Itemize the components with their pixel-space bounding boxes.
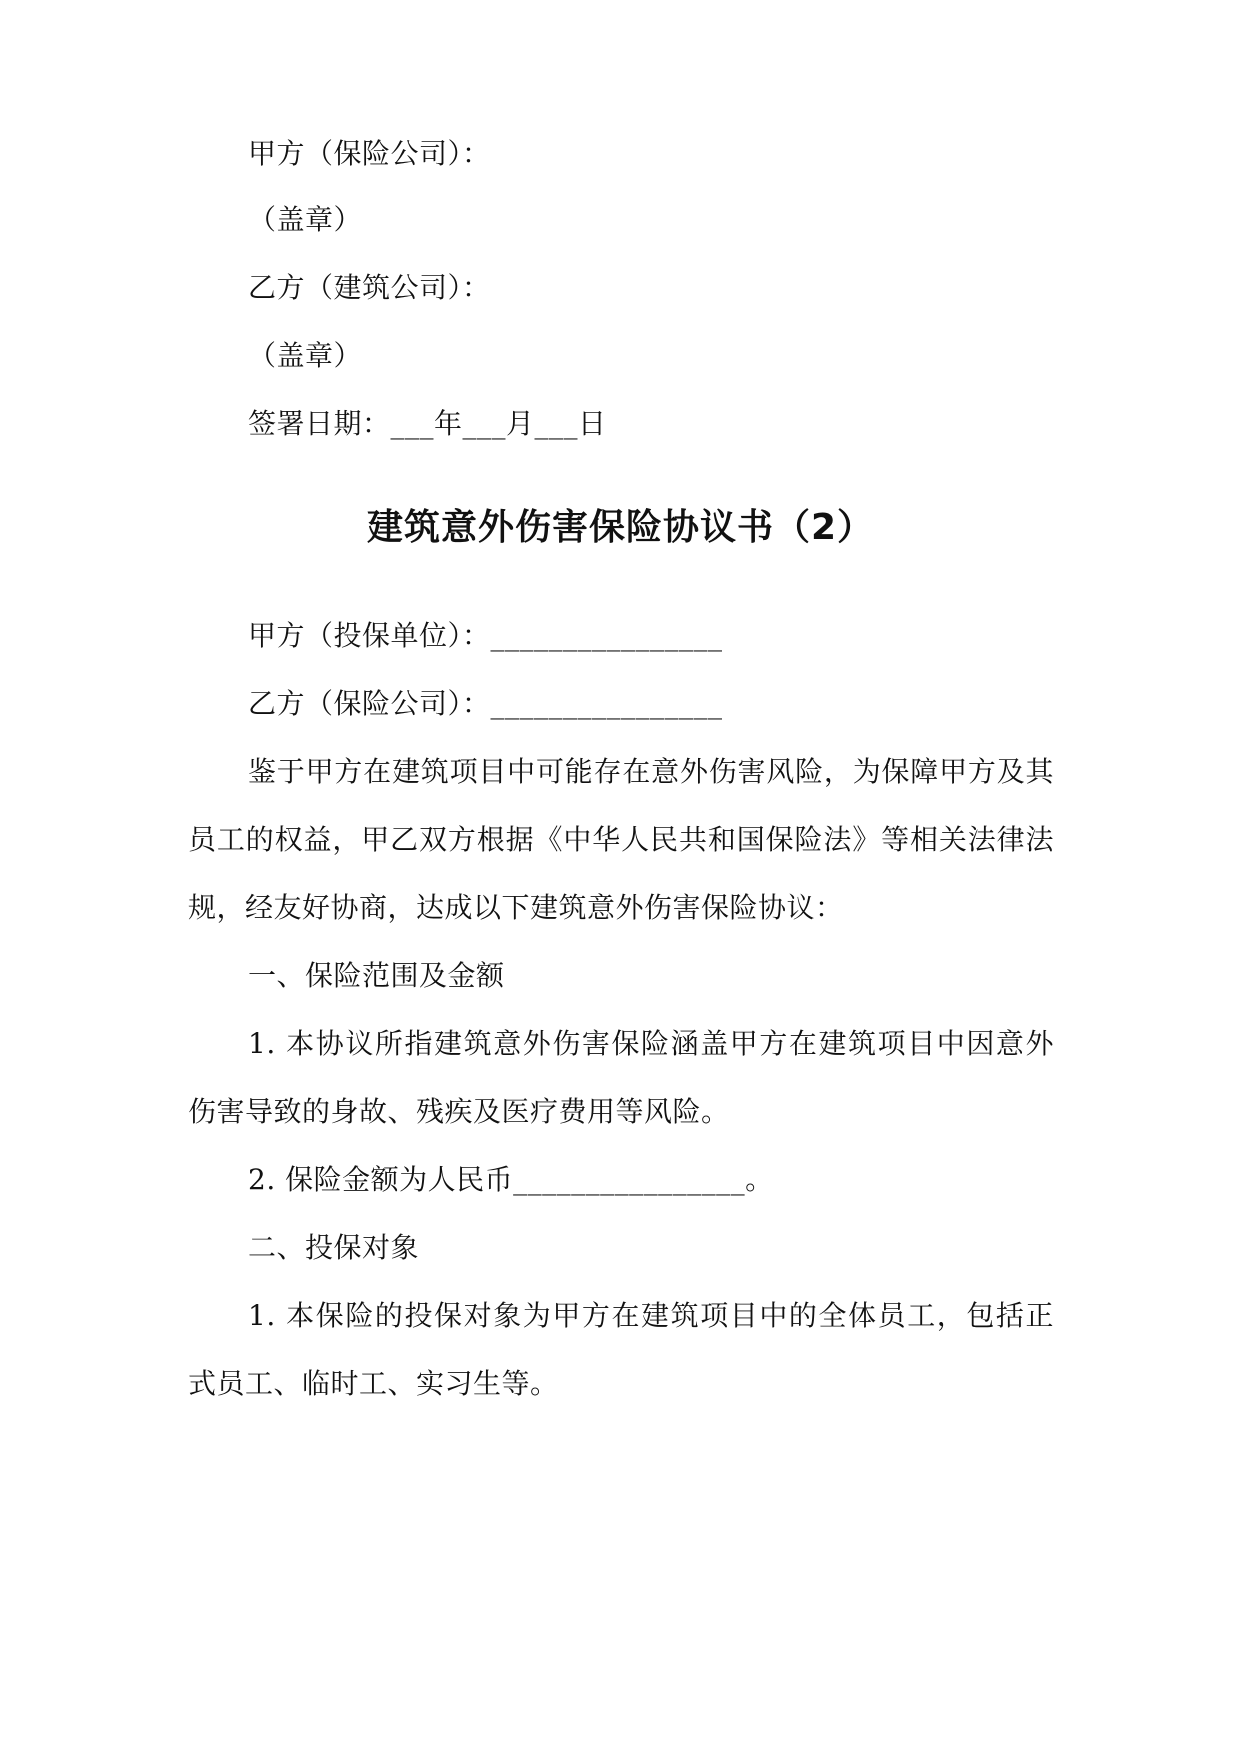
clause-line: 伤害导致的身故、残疾及医疗费用等风险。 [188, 1095, 730, 1128]
section-heading: 二、投保对象 [248, 1231, 420, 1264]
clause-line: 式员工、临时工、实习生等。 [188, 1367, 559, 1400]
clause-line: 1. 本协议所指建筑意外伤害保险涵盖甲方在建筑项目中因意外 [248, 1027, 1054, 1060]
party-b-line: 乙方（保险公司）：________________ [248, 687, 723, 720]
signature-date: 签署日期：___年___月___日 [248, 407, 607, 440]
signature-seal-a: （盖章） [248, 203, 363, 236]
clause-line: 1. 本保险的投保对象为甲方在建筑项目中的全体员工，包括正 [248, 1299, 1054, 1332]
preamble-line: 规，经友好协商，达成以下建筑意外伤害保险协议： [188, 891, 844, 924]
section-heading: 一、保险范围及金额 [248, 959, 505, 992]
signature-seal-b: （盖章） [248, 339, 363, 372]
preamble-line: 鉴于甲方在建筑项目中可能存在意外伤害风险，为保障甲方及其 [248, 755, 1054, 788]
party-a-line: 甲方（投保单位）：________________ [248, 619, 723, 652]
signature-party-a: 甲方（保险公司）： [248, 137, 491, 170]
clause-line: 2. 保险金额为人民币________________。 [248, 1163, 774, 1196]
signature-party-b: 乙方（建筑公司）： [248, 271, 491, 304]
preamble-line: 员工的权益，甲乙双方根据《中华人民共和国保险法》等相关法律法 [188, 823, 1054, 856]
document-title: 建筑意外伤害保险协议书（2） [366, 507, 875, 548]
